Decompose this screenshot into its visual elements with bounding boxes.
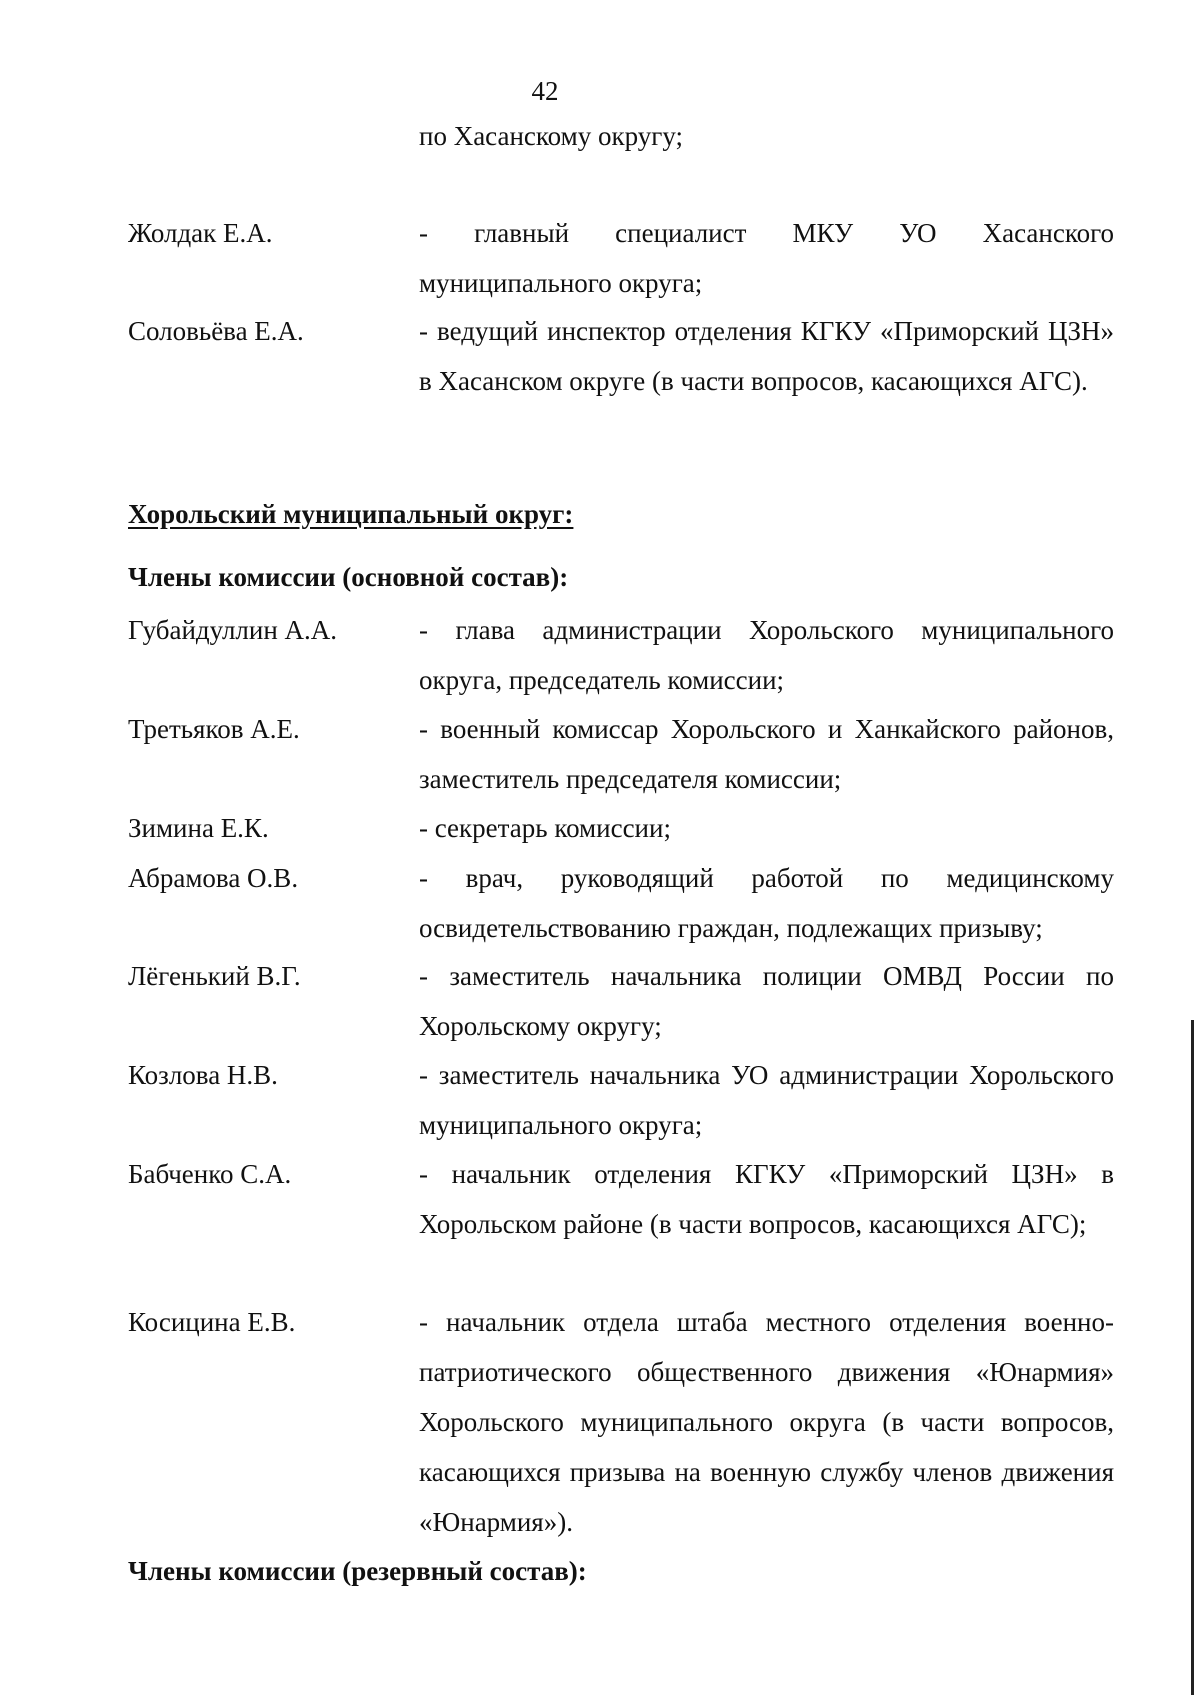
main-members-heading: Члены комиссии (основной состав): bbox=[128, 562, 569, 592]
member-role: - начальник отделения КГКУ «Приморский ЦЗН» в Хорольском районе (в части вопросов, касающихся АГС); bbox=[419, 1159, 1114, 1239]
member-role: - начальник отдела штаба местного отделения военно-патриотического общественного движения «Юнармия» Хорольского муниципального округа (в части вопросов, касающихся призыва на военную службу членов движения «Юнармия»). bbox=[419, 1307, 1114, 1537]
member-role: - военный комиссар Хорольского и Ханкайского районов, заместитель председателя комиссии; bbox=[419, 714, 1114, 794]
member-name: Лёгенький В.Г. bbox=[128, 961, 301, 991]
member-name: Косицина Е.В. bbox=[128, 1307, 296, 1337]
member-name: Губайдуллин А.А. bbox=[128, 615, 338, 645]
section-title: Хорольский муниципальный округ: bbox=[128, 499, 574, 529]
member-name: Абрамова О.В. bbox=[128, 863, 299, 893]
page-number: 42 bbox=[531, 76, 559, 106]
member-role: - секретарь комиссии; bbox=[419, 813, 671, 843]
member-name: Козлова Н.В. bbox=[128, 1060, 278, 1090]
member-role: - глава администрации Хорольского муниципального округа, председатель комиссии; bbox=[419, 615, 1114, 695]
member-name: Третьяков А.Е. bbox=[128, 714, 300, 744]
member-role: - ведущий инспектор отделения КГКУ «Приморский ЦЗН» в Хасанском округе (в части вопросов, касающихся АГС). bbox=[419, 316, 1114, 396]
member-name: Жолдак Е.А. bbox=[128, 218, 273, 248]
member-name: Соловьёва Е.А. bbox=[128, 316, 304, 346]
continuation-line: по Хасанскому округу; bbox=[419, 121, 683, 151]
scan-edge-line bbox=[1191, 1020, 1194, 1695]
member-name: Бабченко С.А. bbox=[128, 1159, 292, 1189]
member-role: - врач, руководящий работой по медицинскому освидетельствованию граждан, подлежащих призыву; bbox=[419, 863, 1114, 943]
member-name: Зимина Е.К. bbox=[128, 813, 269, 843]
member-role: - заместитель начальника УО администрации Хорольского муниципального округа; bbox=[419, 1060, 1114, 1140]
reserve-members-heading: Члены комиссии (резервный состав): bbox=[128, 1556, 587, 1586]
member-role: - главный специалист МКУ УО Хасанского муниципального округа; bbox=[419, 218, 1114, 298]
member-role: - заместитель начальника полиции ОМВД России по Хорольскому округу; bbox=[419, 961, 1114, 1041]
